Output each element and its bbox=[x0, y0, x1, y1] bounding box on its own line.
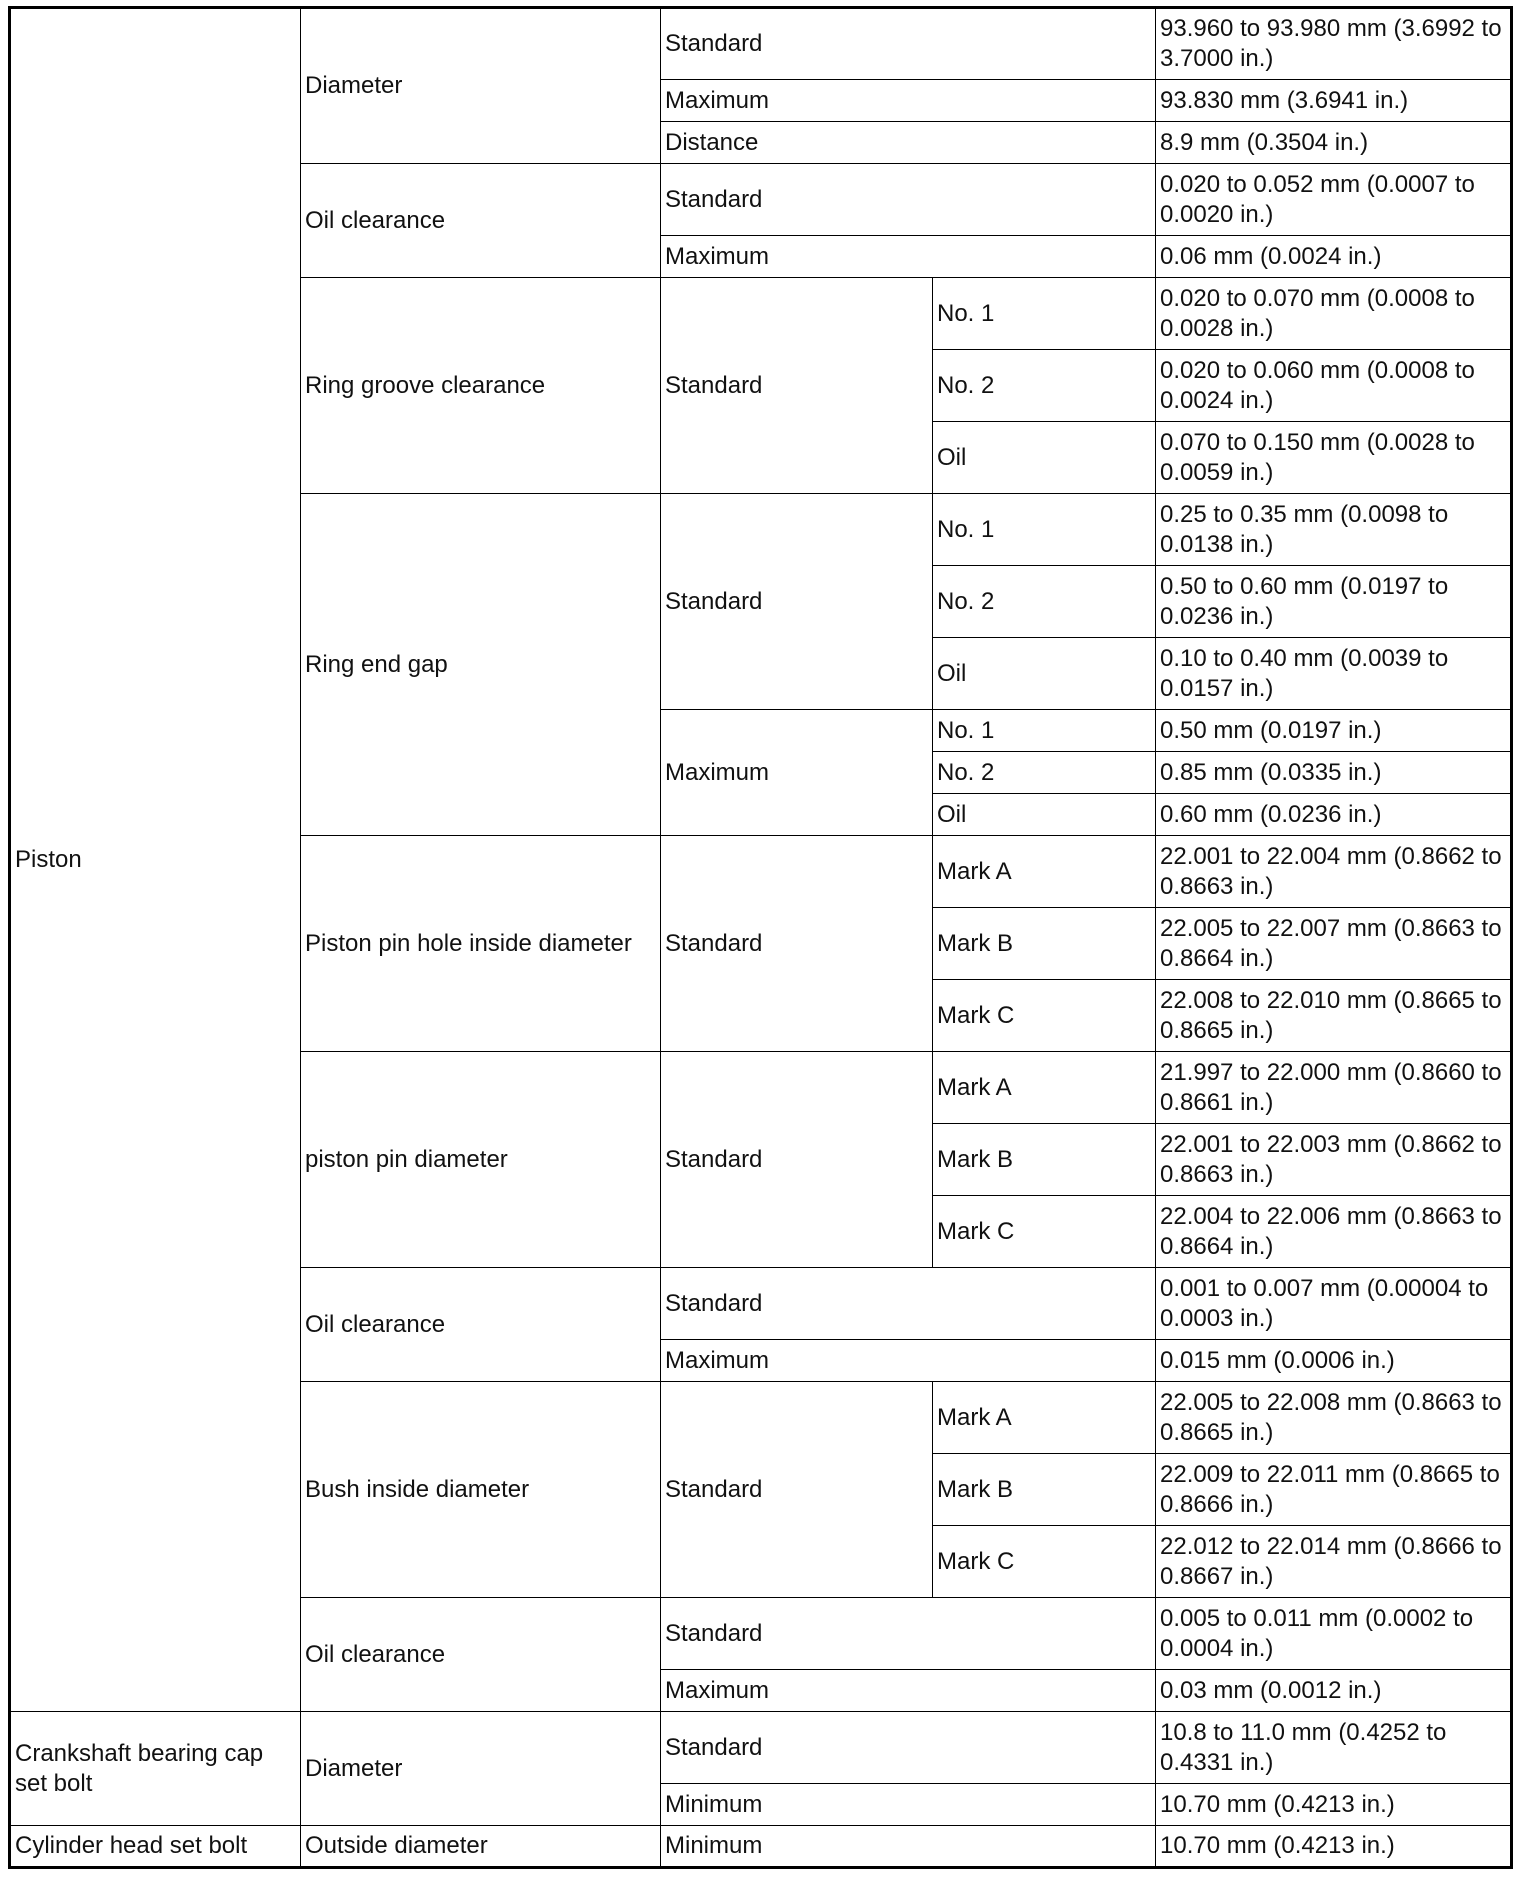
condition-cell: Standard bbox=[661, 278, 933, 494]
value-cell: 22.009 to 22.011 mm (0.8665 to 0.8666 in.) bbox=[1156, 1454, 1512, 1526]
item-cell: Ring end gap bbox=[301, 494, 661, 836]
mark-cell: Mark A bbox=[933, 836, 1156, 908]
component-cell: Piston bbox=[10, 8, 301, 1712]
ring-cell: No. 2 bbox=[933, 350, 1156, 422]
value-cell: 10.70 mm (0.4213 in.) bbox=[1156, 1826, 1512, 1868]
mark-cell: Mark C bbox=[933, 1526, 1156, 1598]
value-cell: 10.8 to 11.0 mm (0.4252 to 0.4331 in.) bbox=[1156, 1712, 1512, 1784]
ring-cell: Oil bbox=[933, 422, 1156, 494]
condition-cell: Standard bbox=[661, 494, 933, 710]
item-cell: Diameter bbox=[301, 8, 661, 164]
value-cell: 0.020 to 0.052 mm (0.0007 to 0.0020 in.) bbox=[1156, 164, 1512, 236]
value-cell: 10.70 mm (0.4213 in.) bbox=[1156, 1784, 1512, 1826]
value-cell: 0.03 mm (0.0012 in.) bbox=[1156, 1670, 1512, 1712]
ring-cell: No. 1 bbox=[933, 278, 1156, 350]
value-cell: 0.005 to 0.011 mm (0.0002 to 0.0004 in.) bbox=[1156, 1598, 1512, 1670]
condition-cell: Standard bbox=[661, 1598, 1156, 1670]
item-cell: Oil clearance bbox=[301, 164, 661, 278]
condition-cell: Maximum bbox=[661, 236, 1156, 278]
value-cell: 22.005 to 22.007 mm (0.8663 to 0.8664 in.) bbox=[1156, 908, 1512, 980]
item-cell: Oil clearance bbox=[301, 1268, 661, 1382]
value-cell: 0.85 mm (0.0335 in.) bbox=[1156, 752, 1512, 794]
condition-cell: Standard bbox=[661, 836, 933, 1052]
ring-cell: Oil bbox=[933, 638, 1156, 710]
condition-cell: Maximum bbox=[661, 1670, 1156, 1712]
ring-cell: No. 1 bbox=[933, 494, 1156, 566]
value-cell: 0.015 mm (0.0006 in.) bbox=[1156, 1340, 1512, 1382]
item-cell: Oil clearance bbox=[301, 1598, 661, 1712]
value-cell: 0.60 mm (0.0236 in.) bbox=[1156, 794, 1512, 836]
value-cell: 0.06 mm (0.0024 in.) bbox=[1156, 236, 1512, 278]
mark-cell: Mark B bbox=[933, 1454, 1156, 1526]
mark-cell: Mark A bbox=[933, 1382, 1156, 1454]
ring-cell: Oil bbox=[933, 794, 1156, 836]
mark-cell: Mark B bbox=[933, 908, 1156, 980]
value-cell: 0.001 to 0.007 mm (0.00004 to 0.0003 in.) bbox=[1156, 1268, 1512, 1340]
item-cell: Bush inside diameter bbox=[301, 1382, 661, 1598]
condition-cell: Maximum bbox=[661, 80, 1156, 122]
condition-cell: Minimum bbox=[661, 1826, 1156, 1868]
value-cell: 0.50 mm (0.0197 in.) bbox=[1156, 710, 1512, 752]
value-cell: 21.997 to 22.000 mm (0.8660 to 0.8661 in.) bbox=[1156, 1052, 1512, 1124]
value-cell: 93.830 mm (3.6941 in.) bbox=[1156, 80, 1512, 122]
value-cell: 22.001 to 22.004 mm (0.8662 to 0.8663 in.) bbox=[1156, 836, 1512, 908]
value-cell: 0.10 to 0.40 mm (0.0039 to 0.0157 in.) bbox=[1156, 638, 1512, 710]
value-cell: 22.008 to 22.010 mm (0.8665 to 0.8665 in.) bbox=[1156, 980, 1512, 1052]
value-cell: 0.070 to 0.150 mm (0.0028 to 0.0059 in.) bbox=[1156, 422, 1512, 494]
ring-cell: No. 2 bbox=[933, 566, 1156, 638]
value-cell: 93.960 to 93.980 mm (3.6992 to 3.7000 in.) bbox=[1156, 8, 1512, 80]
value-cell: 22.012 to 22.014 mm (0.8666 to 0.8667 in.) bbox=[1156, 1526, 1512, 1598]
value-cell: 22.005 to 22.008 mm (0.8663 to 0.8665 in.) bbox=[1156, 1382, 1512, 1454]
value-cell: 22.001 to 22.003 mm (0.8662 to 0.8663 in.) bbox=[1156, 1124, 1512, 1196]
condition-cell: Standard bbox=[661, 1382, 933, 1598]
condition-cell: Standard bbox=[661, 164, 1156, 236]
component-cell: Cylinder head set bolt bbox=[10, 1826, 301, 1868]
mark-cell: Mark A bbox=[933, 1052, 1156, 1124]
item-cell: Ring groove clearance bbox=[301, 278, 661, 494]
ring-cell: No. 2 bbox=[933, 752, 1156, 794]
item-cell: piston pin diameter bbox=[301, 1052, 661, 1268]
mark-cell: Mark C bbox=[933, 980, 1156, 1052]
item-cell: Diameter bbox=[301, 1712, 661, 1826]
mark-cell: Mark C bbox=[933, 1196, 1156, 1268]
condition-cell: Standard bbox=[661, 1712, 1156, 1784]
condition-cell: Maximum bbox=[661, 710, 933, 836]
specification-table bbox=[8, 6, 1513, 1869]
condition-cell: Standard bbox=[661, 1268, 1156, 1340]
mark-cell: Mark B bbox=[933, 1124, 1156, 1196]
condition-cell: Maximum bbox=[661, 1340, 1156, 1382]
value-cell: 0.50 to 0.60 mm (0.0197 to 0.0236 in.) bbox=[1156, 566, 1512, 638]
component-cell: Crankshaft bearing cap set bolt bbox=[10, 1712, 301, 1826]
condition-cell: Standard bbox=[661, 8, 1156, 80]
value-cell: 22.004 to 22.006 mm (0.8663 to 0.8664 in.) bbox=[1156, 1196, 1512, 1268]
condition-cell: Standard bbox=[661, 1052, 933, 1268]
condition-cell: Minimum bbox=[661, 1784, 1156, 1826]
item-cell: Outside diameter bbox=[301, 1826, 661, 1868]
value-cell: 8.9 mm (0.3504 in.) bbox=[1156, 122, 1512, 164]
value-cell: 0.25 to 0.35 mm (0.0098 to 0.0138 in.) bbox=[1156, 494, 1512, 566]
condition-cell: Distance bbox=[661, 122, 1156, 164]
value-cell: 0.020 to 0.070 mm (0.0008 to 0.0028 in.) bbox=[1156, 278, 1512, 350]
item-cell: Piston pin hole inside diameter bbox=[301, 836, 661, 1052]
ring-cell: No. 1 bbox=[933, 710, 1156, 752]
value-cell: 0.020 to 0.060 mm (0.0008 to 0.0024 in.) bbox=[1156, 350, 1512, 422]
